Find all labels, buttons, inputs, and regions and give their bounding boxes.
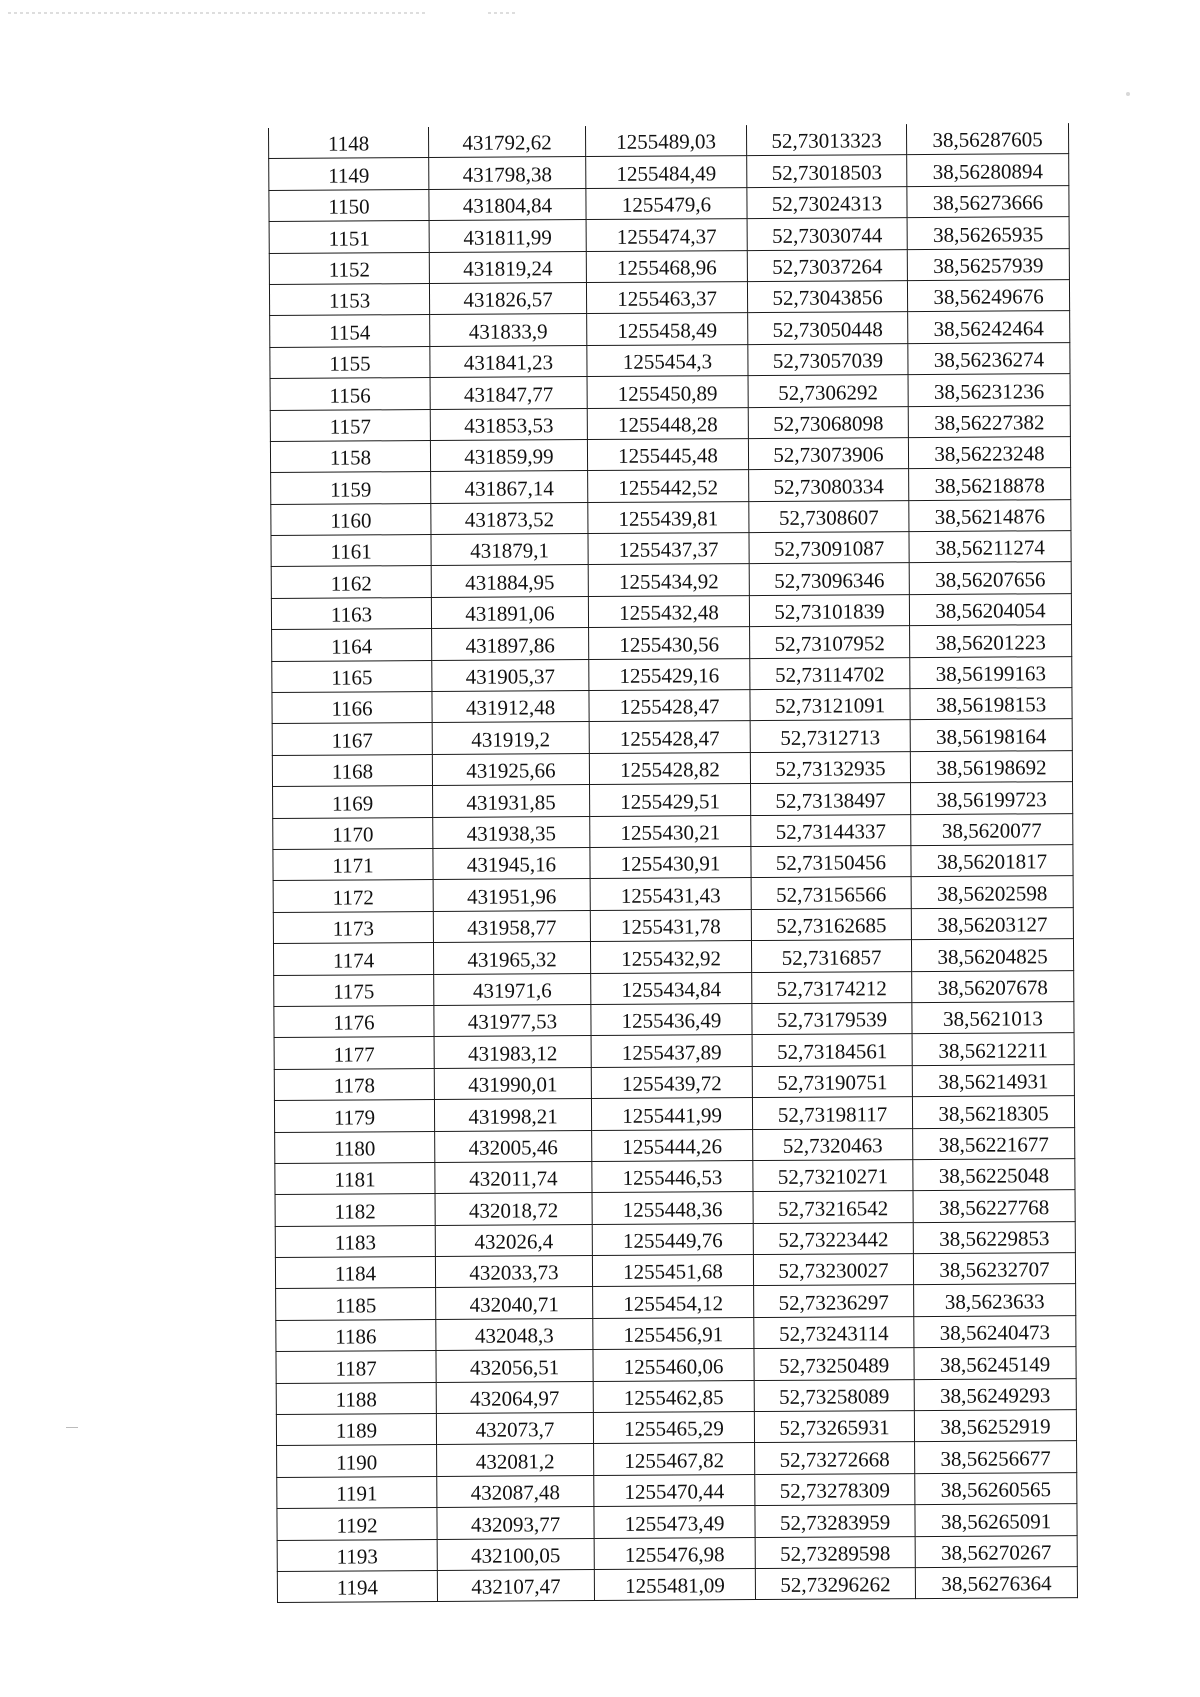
y-coordinate-cell: 1255428,47 <box>589 721 750 753</box>
y-coordinate-cell: 1255439,72 <box>591 1066 752 1098</box>
longitude-cell: 38,56207678 <box>912 970 1074 1002</box>
table-row <box>275 1190 1075 1226</box>
point-number-cell: 1150 <box>269 189 429 221</box>
point-number-cell: 1175 <box>274 974 434 1006</box>
x-coordinate-cell: 431977,53 <box>434 1004 591 1036</box>
scan-artifact-line <box>488 12 518 14</box>
latitude-cell: 52,73272668 <box>755 1442 915 1474</box>
longitude-cell: 38,56218878 <box>909 468 1071 500</box>
latitude-cell: 52,73296262 <box>755 1568 915 1600</box>
x-coordinate-cell: 431897,86 <box>432 628 589 660</box>
point-number-cell: 1165 <box>272 660 432 692</box>
longitude-cell: 38,56221677 <box>913 1127 1075 1159</box>
y-coordinate-cell: 1255429,16 <box>589 658 750 690</box>
x-coordinate-cell: 431798,38 <box>429 157 586 189</box>
x-coordinate-cell: 432026,4 <box>435 1224 592 1256</box>
latitude-cell: 52,7306292 <box>748 375 908 407</box>
longitude-cell: 38,56229853 <box>913 1221 1075 1253</box>
table-row <box>269 280 1069 316</box>
point-number-cell: 1179 <box>274 1100 434 1132</box>
y-coordinate-cell: 1255468,96 <box>586 250 747 282</box>
longitude-cell: 38,56249293 <box>914 1378 1076 1410</box>
y-coordinate-cell: 1255448,36 <box>592 1192 753 1224</box>
scan-artifact-dot <box>1126 92 1130 96</box>
point-number-cell: 1190 <box>277 1445 437 1477</box>
latitude-cell: 52,73024313 <box>747 186 907 218</box>
latitude-cell: 52,7320463 <box>753 1128 913 1160</box>
point-number-cell: 1163 <box>271 597 431 629</box>
y-coordinate-cell: 1255441,99 <box>591 1098 752 1130</box>
point-number-cell: 1177 <box>274 1037 434 1069</box>
longitude-cell: 38,56207656 <box>909 562 1071 594</box>
latitude-cell: 52,7316857 <box>751 940 911 972</box>
point-number-cell: 1154 <box>270 315 430 347</box>
table-row <box>270 437 1070 473</box>
latitude-cell: 52,73091087 <box>749 532 909 564</box>
x-coordinate-cell: 431873,52 <box>431 502 588 534</box>
y-coordinate-cell: 1255479,6 <box>586 187 747 219</box>
y-coordinate-cell: 1255437,89 <box>591 1035 752 1067</box>
table-row <box>270 374 1070 410</box>
longitude-cell: 38,56227768 <box>913 1190 1075 1222</box>
x-coordinate-cell: 431859,99 <box>430 439 587 471</box>
point-number-cell: 1182 <box>275 1194 435 1226</box>
table-row <box>275 1158 1075 1194</box>
x-coordinate-cell: 431912,48 <box>432 691 589 723</box>
latitude-cell: 52,73162685 <box>751 908 911 940</box>
point-number-cell: 1184 <box>275 1257 435 1289</box>
point-number-cell: 1162 <box>271 566 431 598</box>
table-row <box>273 782 1073 818</box>
table-row <box>269 185 1069 221</box>
x-coordinate-cell: 431884,95 <box>431 565 588 597</box>
y-coordinate-cell: 1255456,91 <box>593 1317 754 1349</box>
latitude-cell: 52,73283959 <box>755 1505 915 1537</box>
longitude-cell: 38,56280894 <box>907 154 1069 186</box>
x-coordinate-cell: 431891,06 <box>431 596 588 628</box>
latitude-cell: 52,73080334 <box>749 469 909 501</box>
latitude-cell: 52,73068098 <box>748 406 908 438</box>
latitude-cell: 52,73216542 <box>753 1191 913 1223</box>
table-row <box>271 499 1071 535</box>
longitude-cell: 38,56236274 <box>908 342 1070 374</box>
table-row <box>269 248 1069 284</box>
table-row <box>270 405 1070 441</box>
latitude-cell: 52,73057039 <box>748 343 908 375</box>
longitude-cell: 38,56256677 <box>915 1441 1077 1473</box>
table-row <box>275 1221 1075 1257</box>
latitude-cell: 52,73179539 <box>752 1003 912 1035</box>
latitude-cell: 52,73265931 <box>754 1411 914 1443</box>
latitude-cell: 52,73043856 <box>747 281 907 313</box>
latitude-cell: 52,73278309 <box>755 1473 915 1505</box>
point-number-cell: 1159 <box>271 472 431 504</box>
table-row <box>271 562 1071 598</box>
table-row <box>269 154 1069 190</box>
latitude-cell: 52,73018503 <box>747 155 907 187</box>
y-coordinate-cell: 1255446,53 <box>592 1160 753 1192</box>
point-number-cell: 1161 <box>271 535 431 567</box>
table-row <box>274 1002 1074 1038</box>
table-row <box>273 939 1073 975</box>
point-number-cell: 1158 <box>270 440 430 472</box>
longitude-cell: 38,56203127 <box>911 907 1073 939</box>
longitude-cell: 38,56260565 <box>915 1472 1077 1504</box>
point-number-cell: 1183 <box>275 1225 435 1257</box>
x-coordinate-cell: 432100,05 <box>437 1538 594 1570</box>
x-coordinate-cell: 431811,99 <box>429 220 586 252</box>
point-number-cell: 1155 <box>270 346 430 378</box>
y-coordinate-cell: 1255430,91 <box>590 847 751 879</box>
table-row <box>270 342 1070 378</box>
table-row <box>275 1127 1075 1163</box>
longitude-cell: 38,56252919 <box>914 1410 1076 1442</box>
longitude-cell: 38,56202598 <box>911 876 1073 908</box>
longitude-cell: 38,5620077 <box>911 813 1073 845</box>
latitude-cell: 52,73050448 <box>748 312 908 344</box>
point-number-cell: 1189 <box>276 1414 436 1446</box>
table-row <box>273 876 1073 912</box>
point-number-cell: 1160 <box>271 503 431 535</box>
y-coordinate-cell: 1255467,82 <box>594 1443 755 1475</box>
y-coordinate-cell: 1255454,3 <box>587 344 748 376</box>
table-row <box>272 656 1072 692</box>
y-coordinate-cell: 1255449,76 <box>592 1223 753 1255</box>
longitude-cell: 38,56227382 <box>908 405 1070 437</box>
table-row <box>274 970 1074 1006</box>
x-coordinate-cell: 431833,9 <box>430 314 587 346</box>
longitude-cell: 38,56270267 <box>915 1535 1077 1567</box>
point-number-cell: 1191 <box>277 1476 437 1508</box>
x-coordinate-cell: 431867,14 <box>431 471 588 503</box>
longitude-cell: 38,56265935 <box>907 217 1069 249</box>
point-number-cell: 1157 <box>270 409 430 441</box>
x-coordinate-cell: 431826,57 <box>429 283 586 315</box>
point-number-cell: 1193 <box>277 1539 437 1571</box>
latitude-cell: 52,7308607 <box>749 500 909 532</box>
y-coordinate-cell: 1255436,49 <box>591 1003 752 1035</box>
y-coordinate-cell: 1255484,49 <box>586 156 747 188</box>
x-coordinate-cell: 431990,01 <box>434 1067 591 1099</box>
point-number-cell: 1149 <box>269 158 429 190</box>
longitude-cell: 38,56198692 <box>910 750 1072 782</box>
latitude-cell: 52,73250489 <box>754 1348 914 1380</box>
y-coordinate-cell: 1255437,37 <box>588 533 749 565</box>
table-row <box>277 1472 1077 1508</box>
latitude-cell: 52,73138497 <box>751 783 911 815</box>
table-row <box>276 1347 1076 1383</box>
latitude-cell: 52,73243114 <box>754 1316 914 1348</box>
point-number-cell: 1174 <box>273 943 433 975</box>
y-coordinate-cell: 1255463,37 <box>586 282 747 314</box>
table-row <box>275 1253 1075 1289</box>
latitude-cell: 52,73236297 <box>754 1285 914 1317</box>
x-coordinate-cell: 431853,53 <box>430 408 587 440</box>
longitude-cell: 38,56257939 <box>907 248 1069 280</box>
longitude-cell: 38,56240473 <box>914 1315 1076 1347</box>
point-number-cell: 1168 <box>272 754 432 786</box>
longitude-cell: 38,56204054 <box>909 593 1071 625</box>
longitude-cell: 38,56223248 <box>908 437 1070 469</box>
table-row <box>271 531 1071 567</box>
table-row <box>272 688 1072 724</box>
x-coordinate-cell: 431965,32 <box>433 942 590 974</box>
x-coordinate-cell: 431931,85 <box>433 785 590 817</box>
longitude-cell: 38,5621013 <box>912 1002 1074 1034</box>
x-coordinate-cell: 431919,2 <box>432 722 589 754</box>
latitude-cell: 52,73013323 <box>746 124 906 156</box>
table-row <box>269 217 1069 253</box>
x-coordinate-cell: 432018,72 <box>435 1193 592 1225</box>
x-coordinate-cell: 431819,24 <box>429 251 586 283</box>
x-coordinate-cell: 432040,71 <box>436 1287 593 1319</box>
longitude-cell: 38,56273666 <box>907 185 1069 217</box>
latitude-cell: 52,73107952 <box>750 626 910 658</box>
latitude-cell: 52,73230027 <box>753 1254 913 1286</box>
longitude-cell: 38,56201223 <box>910 625 1072 657</box>
x-coordinate-cell: 432081,2 <box>437 1444 594 1476</box>
point-number-cell: 1185 <box>276 1288 436 1320</box>
table-row <box>273 845 1073 881</box>
longitude-cell: 38,5623633 <box>914 1284 1076 1316</box>
x-coordinate-cell: 432064,97 <box>436 1381 593 1413</box>
longitude-cell: 38,56249676 <box>907 280 1069 312</box>
latitude-cell: 52,73190751 <box>752 1065 912 1097</box>
y-coordinate-cell: 1255434,92 <box>588 564 749 596</box>
longitude-cell: 38,56199723 <box>911 782 1073 814</box>
point-number-cell: 1194 <box>277 1570 437 1602</box>
table-row <box>273 907 1073 943</box>
point-number-cell: 1187 <box>276 1351 436 1383</box>
point-number-cell: 1153 <box>269 283 429 315</box>
x-coordinate-cell: 432033,73 <box>435 1256 592 1288</box>
x-coordinate-cell: 431905,37 <box>432 659 589 691</box>
table-row <box>274 1064 1074 1100</box>
longitude-cell: 38,56232707 <box>913 1253 1075 1285</box>
x-coordinate-cell: 432093,77 <box>437 1507 594 1539</box>
point-number-cell: 1170 <box>273 817 433 849</box>
table-row <box>276 1284 1076 1320</box>
y-coordinate-cell: 1255458,49 <box>587 313 748 345</box>
table-row <box>272 719 1072 755</box>
latitude-cell: 52,73073906 <box>748 438 908 470</box>
y-coordinate-cell: 1255432,92 <box>590 941 751 973</box>
longitude-cell: 38,56231236 <box>908 374 1070 406</box>
x-coordinate-cell: 432005,46 <box>435 1130 592 1162</box>
latitude-cell: 52,73223442 <box>753 1222 913 1254</box>
latitude-cell: 52,73096346 <box>749 563 909 595</box>
y-coordinate-cell: 1255445,48 <box>587 438 748 470</box>
y-coordinate-cell: 1255450,89 <box>587 376 748 408</box>
longitude-cell: 38,56225048 <box>913 1158 1075 1190</box>
longitude-cell: 38,56201817 <box>911 845 1073 877</box>
latitude-cell: 52,73114702 <box>750 657 910 689</box>
longitude-cell: 38,56245149 <box>914 1347 1076 1379</box>
x-coordinate-cell: 431925,66 <box>432 753 589 785</box>
latitude-cell: 52,73289598 <box>755 1536 915 1568</box>
table-row <box>277 1535 1077 1571</box>
y-coordinate-cell: 1255434,84 <box>591 972 752 1004</box>
point-number-cell: 1186 <box>276 1319 436 1351</box>
x-coordinate-cell: 431998,21 <box>434 1099 591 1131</box>
x-coordinate-cell: 432011,74 <box>435 1161 592 1193</box>
table-row <box>274 1096 1074 1132</box>
y-coordinate-cell: 1255431,78 <box>590 909 751 941</box>
y-coordinate-cell: 1255429,51 <box>590 784 751 816</box>
y-coordinate-cell: 1255465,29 <box>593 1412 754 1444</box>
y-coordinate-cell: 1255428,47 <box>589 690 750 722</box>
scan-artifact-mark <box>66 1427 78 1428</box>
latitude-cell: 52,73150456 <box>751 846 911 878</box>
table-row <box>276 1315 1076 1351</box>
x-coordinate-cell: 432073,7 <box>436 1413 593 1445</box>
latitude-cell: 52,73156566 <box>751 877 911 909</box>
point-number-cell: 1180 <box>275 1131 435 1163</box>
longitude-cell: 38,56212211 <box>912 1033 1074 1065</box>
point-number-cell: 1169 <box>273 786 433 818</box>
latitude-cell: 52,73174212 <box>752 971 912 1003</box>
point-number-cell: 1171 <box>273 848 433 880</box>
y-coordinate-cell: 1255473,49 <box>594 1506 755 1538</box>
y-coordinate-cell: 1255481,09 <box>594 1569 755 1601</box>
table-row <box>269 123 1069 159</box>
longitude-cell: 38,56198153 <box>910 688 1072 720</box>
longitude-cell: 38,56214876 <box>909 499 1071 531</box>
y-coordinate-cell: 1255431,43 <box>590 878 751 910</box>
latitude-cell: 52,73258089 <box>754 1379 914 1411</box>
y-coordinate-cell: 1255470,44 <box>594 1474 755 1506</box>
y-coordinate-cell: 1255430,56 <box>589 627 750 659</box>
table-row <box>273 813 1073 849</box>
y-coordinate-cell: 1255444,26 <box>592 1129 753 1161</box>
longitude-cell: 38,56242464 <box>908 311 1070 343</box>
point-number-cell: 1156 <box>270 378 430 410</box>
table-row <box>277 1567 1077 1603</box>
point-number-cell: 1167 <box>272 723 432 755</box>
longitude-cell: 38,56211274 <box>909 531 1071 563</box>
x-coordinate-cell: 431971,6 <box>434 973 591 1005</box>
table-row <box>274 1033 1074 1069</box>
y-coordinate-cell: 1255439,81 <box>588 501 749 533</box>
longitude-cell: 38,56214931 <box>912 1064 1074 1096</box>
y-coordinate-cell: 1255442,52 <box>588 470 749 502</box>
latitude-cell: 52,7312713 <box>750 720 910 752</box>
longitude-cell: 38,56198164 <box>910 719 1072 751</box>
table-row <box>272 750 1072 786</box>
latitude-cell: 52,73198117 <box>752 1097 912 1129</box>
x-coordinate-cell: 431983,12 <box>434 1036 591 1068</box>
point-number-cell: 1166 <box>272 692 432 724</box>
point-number-cell: 1176 <box>274 1005 434 1037</box>
latitude-cell: 52,73210271 <box>753 1159 913 1191</box>
point-number-cell: 1148 <box>269 127 429 159</box>
latitude-cell: 52,73144337 <box>751 814 911 846</box>
table-row <box>271 468 1071 504</box>
x-coordinate-cell: 432087,48 <box>437 1475 594 1507</box>
latitude-cell: 52,73030744 <box>747 218 907 250</box>
x-coordinate-cell: 431847,77 <box>430 377 587 409</box>
y-coordinate-cell: 1255462,85 <box>593 1380 754 1412</box>
y-coordinate-cell: 1255448,28 <box>587 407 748 439</box>
table-row <box>276 1410 1076 1446</box>
longitude-cell: 38,56204825 <box>911 939 1073 971</box>
table-row <box>271 593 1071 629</box>
latitude-cell: 52,73121091 <box>750 689 910 721</box>
longitude-cell: 38,56287605 <box>906 123 1068 155</box>
x-coordinate-cell: 431841,23 <box>430 345 587 377</box>
x-coordinate-cell: 432056,51 <box>436 1350 593 1382</box>
longitude-cell: 38,56218305 <box>912 1096 1074 1128</box>
table-row <box>270 311 1070 347</box>
point-number-cell: 1151 <box>269 221 429 253</box>
longitude-cell: 38,56276364 <box>915 1567 1077 1599</box>
point-number-cell: 1188 <box>276 1382 436 1414</box>
table-row <box>276 1378 1076 1414</box>
scan-artifact-line <box>8 12 428 14</box>
point-number-cell: 1172 <box>273 880 433 912</box>
table-row <box>272 625 1072 661</box>
longitude-cell: 38,56199163 <box>910 656 1072 688</box>
y-coordinate-cell: 1255451,68 <box>592 1255 753 1287</box>
latitude-cell: 52,73037264 <box>747 249 907 281</box>
latitude-cell: 52,73132935 <box>750 751 910 783</box>
point-number-cell: 1192 <box>277 1508 437 1540</box>
latitude-cell: 52,73184561 <box>752 1034 912 1066</box>
point-number-cell: 1152 <box>269 252 429 284</box>
point-number-cell: 1181 <box>275 1162 435 1194</box>
table-row <box>277 1504 1077 1540</box>
y-coordinate-cell: 1255430,21 <box>590 815 751 847</box>
y-coordinate-cell: 1255474,37 <box>586 219 747 251</box>
coordinates-table-body <box>269 123 1078 1603</box>
x-coordinate-cell: 431879,1 <box>431 534 588 566</box>
y-coordinate-cell: 1255432,48 <box>588 595 749 627</box>
point-number-cell: 1173 <box>273 911 433 943</box>
y-coordinate-cell: 1255476,98 <box>594 1537 755 1569</box>
y-coordinate-cell: 1255460,06 <box>593 1349 754 1381</box>
longitude-cell: 38,56265091 <box>915 1504 1077 1536</box>
latitude-cell: 52,73101839 <box>749 594 909 626</box>
x-coordinate-cell: 431951,96 <box>433 879 590 911</box>
x-coordinate-cell: 431945,16 <box>433 848 590 880</box>
point-number-cell: 1164 <box>272 629 432 661</box>
x-coordinate-cell: 431792,62 <box>428 126 585 158</box>
x-coordinate-cell: 432048,3 <box>436 1318 593 1350</box>
y-coordinate-cell: 1255489,03 <box>585 125 746 157</box>
x-coordinate-cell: 432107,47 <box>437 1570 594 1602</box>
coordinates-table <box>268 123 1078 1603</box>
y-coordinate-cell: 1255454,12 <box>593 1286 754 1318</box>
table-row <box>277 1441 1077 1477</box>
y-coordinate-cell: 1255428,82 <box>589 752 750 784</box>
x-coordinate-cell: 431804,84 <box>429 188 586 220</box>
x-coordinate-cell: 431958,77 <box>433 910 590 942</box>
point-number-cell: 1178 <box>274 1068 434 1100</box>
x-coordinate-cell: 431938,35 <box>433 816 590 848</box>
